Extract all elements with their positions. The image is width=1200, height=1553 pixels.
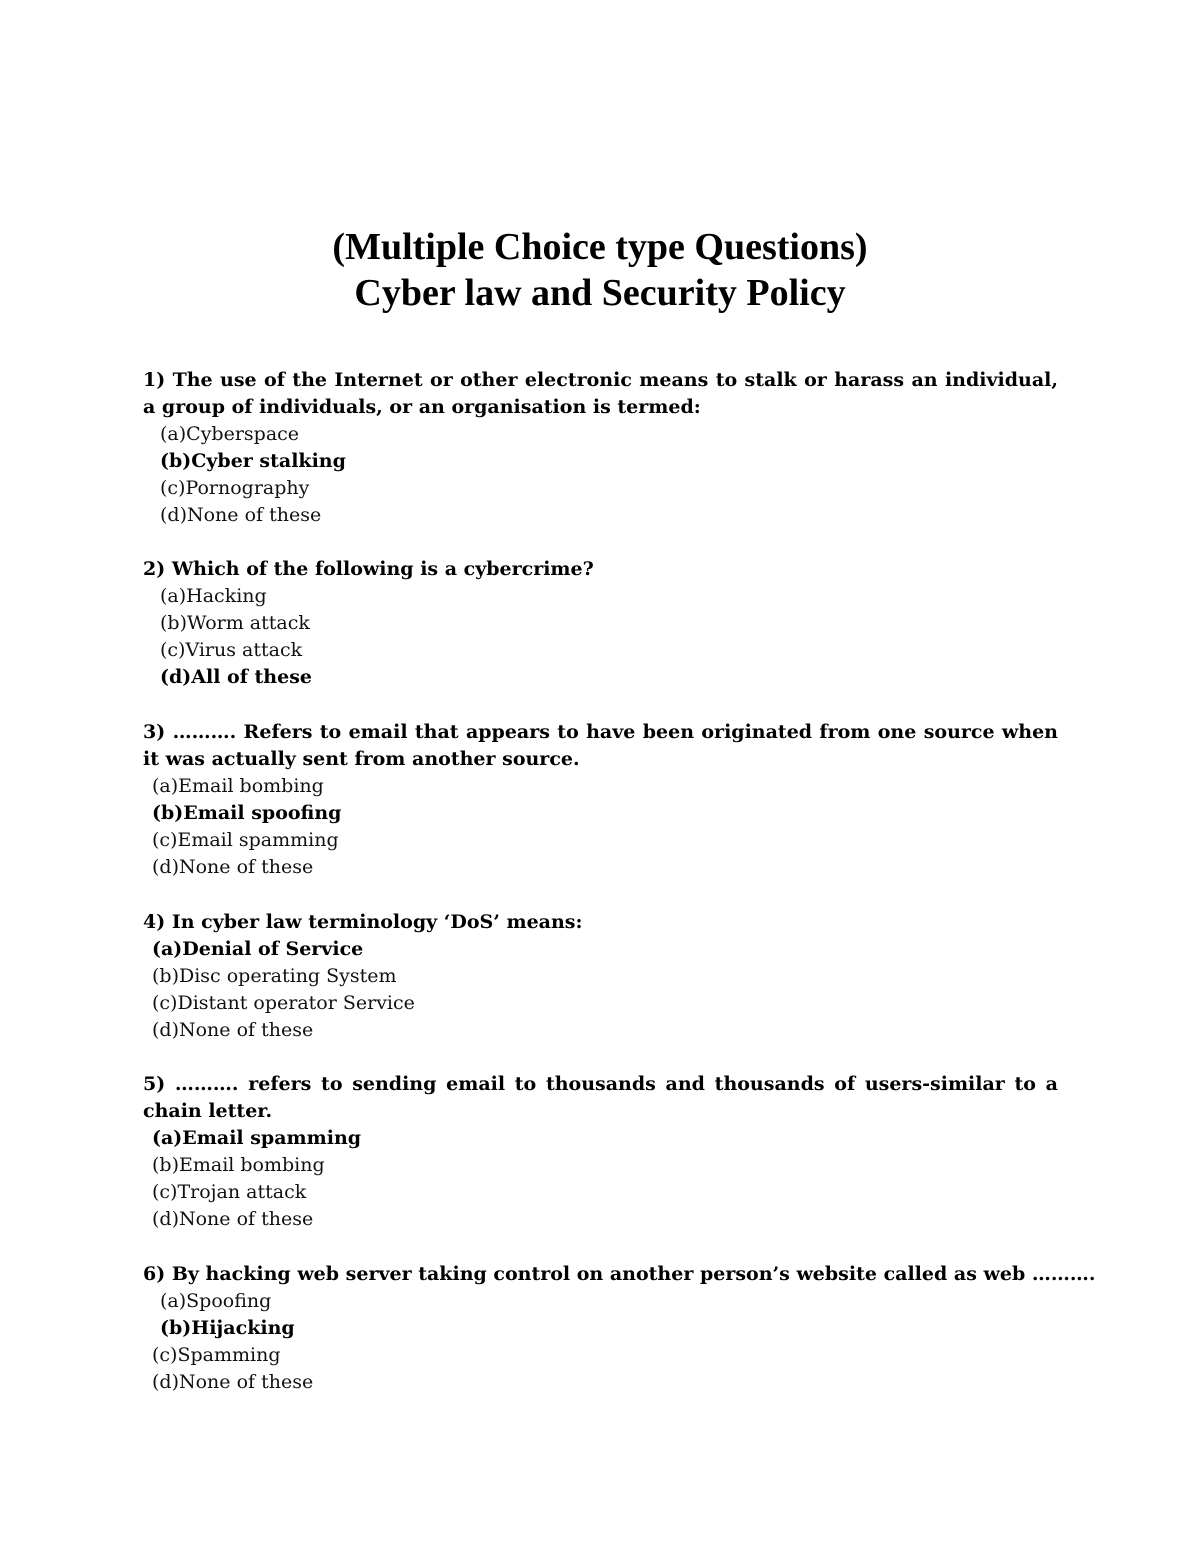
- question-2-option-b: (b)Worm attack: [160, 612, 310, 634]
- question-2-option-d-correct: (d)All of these: [160, 666, 312, 688]
- question-6-option-c: (c)Spamming: [152, 1344, 281, 1366]
- question-3-option-c: (c)Email spamming: [152, 829, 339, 851]
- question-6-option-b-correct: (b)Hijacking: [160, 1317, 295, 1339]
- question-4-option-c: (c)Distant operator Service: [152, 992, 415, 1014]
- document-subtitle: Cyber law and Security Policy: [354, 272, 846, 314]
- question-4-text: 4) In cyber law terminology ‘DoS’ means:: [143, 911, 583, 933]
- question-3: [0, 719, 1200, 881]
- question-5: [0, 1071, 1200, 1233]
- question-4: [0, 909, 1200, 1044]
- question-2-text: 2) Which of the following is a cybercrime?: [143, 558, 594, 580]
- question-3-option-d: (d)None of these: [152, 856, 314, 878]
- question-6: [0, 1261, 1200, 1396]
- question-3-option-b-correct: (b)Email spoofing: [152, 802, 342, 824]
- question-4-option-d: (d)None of these: [152, 1019, 314, 1041]
- question-5-option-d: (d)None of these: [152, 1208, 314, 1230]
- question-1-text: 1) The use of the Internet or other electronic means to stalk or harass an individual, a group of individuals, or an organisation is termed:: [143, 369, 1058, 418]
- question-6-option-d: (d)None of these: [152, 1371, 314, 1393]
- question-2: [0, 556, 1200, 691]
- question-5-option-c: (c)Trojan attack: [152, 1181, 307, 1203]
- question-3-text: 3) ………. Refers to email that appears to have been originated from one source when it was actually sent from another source.: [143, 721, 1058, 770]
- question-3-option-a: (a)Email bombing: [152, 775, 324, 797]
- question-2-option-a: (a)Hacking: [160, 585, 267, 607]
- question-4-option-b: (b)Disc operating System: [152, 965, 397, 987]
- question-1: [0, 367, 1200, 529]
- question-2-option-c: (c)Virus attack: [160, 639, 303, 661]
- document-title: (Multiple Choice type Questions): [332, 226, 868, 268]
- question-1-option-a: (a)Cyberspace: [160, 423, 300, 445]
- question-1-option-b-correct: (b)Cyber stalking: [160, 450, 346, 472]
- question-5-text: 5) ………. refers to sending email to thousands and thousands of users-similar to a chain letter.: [143, 1073, 1058, 1122]
- question-5-option-b: (b)Email bombing: [152, 1154, 325, 1176]
- question-6-text: 6) By hacking web server taking control on another person’s website called as web ……….: [143, 1263, 1096, 1285]
- question-6-option-a: (a)Spoofing: [160, 1290, 272, 1312]
- question-1-option-d: (d)None of these: [160, 504, 322, 526]
- question-5-option-a-correct: (a)Email spamming: [152, 1127, 362, 1149]
- question-4-option-a-correct: (a)Denial of Service: [152, 938, 364, 960]
- question-1-option-c: (c)Pornography: [160, 477, 310, 499]
